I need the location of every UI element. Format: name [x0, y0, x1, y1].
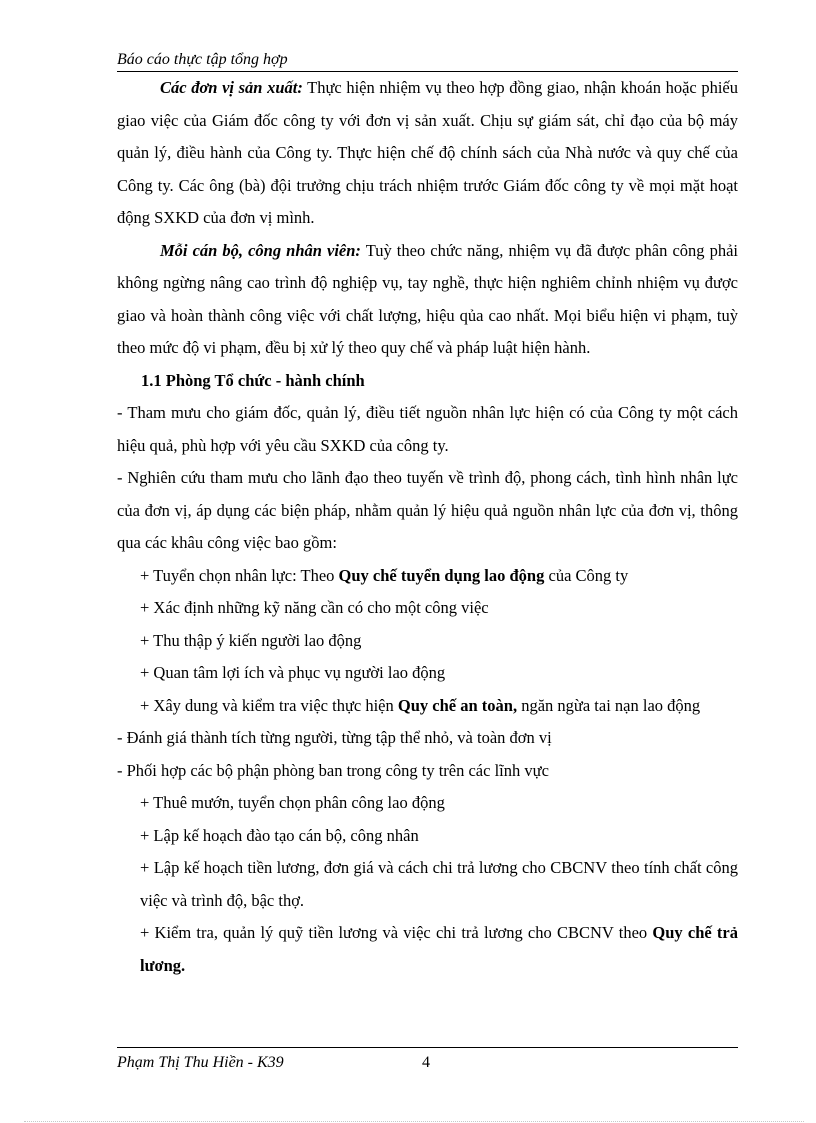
paragraph-lead: Mỗi cán bộ, công nhân viên: [160, 240, 361, 260]
paragraph-lead: Các đơn vị sản xuất: [160, 78, 303, 97]
plus-item: + Quan tâm lợi ích và phục vụ người lao động [140, 663, 446, 682]
plus-item: + Xây dung và kiểm tra việc thực hiện Quy chế an toàn, ngăn ngừa tai nạn lao động [140, 695, 701, 715]
plus-item: + Lập kế hoạch đào tạo cán bộ, công nhân [140, 825, 419, 845]
dash-item: - Đánh giá thành tích từng người, từng tập thể nhỏ, và toàn đơn vị [117, 728, 552, 747]
plus-item: + Kiểm tra, quản lý quỹ tiền lương và việc chi trả lương cho CBCNV theo Quy chế trả lương. [140, 923, 738, 975]
page-number: 4 [422, 1054, 430, 1071]
plus-item: + Thu thập ý kiến người lao động [140, 630, 362, 650]
footer-divider [117, 1047, 738, 1048]
document-body [117, 72, 738, 982]
paragraph-production-units [117, 72, 738, 235]
plus-item: + Tuyển chọn nhân lực: Theo Quy chế tuyển dụng lao động của Công ty [140, 565, 629, 585]
paragraph-staff [117, 235, 738, 365]
plus-item: + Xác định những kỹ năng cần có cho một công việc [140, 598, 489, 617]
running-header: Báo cáo thực tập tổng hợp [117, 50, 738, 72]
footer-author: Phạm Thị Thu Hiền - K39 [117, 1054, 284, 1071]
plus-item: + Lập kế hoạch tiền lương, đơn giá và cách chi trả lương cho CBCNV theo tính chất công việc và trình độ, bậc thợ. [140, 858, 738, 910]
dash-item: - Tham mưu cho giám đốc, quản lý, điều tiết nguồn nhân lực hiện có của Công ty một cách hiệu quả, phù hợp với yêu cầu SXKD của công ty. [117, 403, 738, 455]
dash-item: - Phối hợp các bộ phận phòng ban trong công ty trên các lĩnh vực [117, 760, 549, 780]
page-boundary [24, 1121, 804, 1122]
paragraph-text: Tuỳ theo chức năng, nhiệm vụ đã được phân công phải không ngừng nâng cao trình độ nghiệp vụ, tay nghề, thực hiện nghiêm chỉnh nhiệm vụ được giao và hoàn thành công việc với chất lượng, hiệu qủa cao nhất. Mọi biểu hiện vi phạm, tuỳ theo mức độ vi phạm, đều bị xử lý theo quy chế và pháp luật hiện hành. [117, 240, 739, 357]
plus-item: + Thuê mướn, tuyển chọn phân công lao động [140, 793, 445, 812]
section-heading: 1.1 Phòng Tổ chức - hành chính [141, 370, 365, 390]
paragraph-text: Thực hiện nhiệm vụ theo hợp đồng giao, nhận khoán hoặc phiếu giao việc của Giám đốc công ty với đơn vị sản xuất. Chịu sự giám sát, chỉ đạo của bộ máy quản lý, điều hành của Công ty. Thực hiện chế độ chính sách của Nhà nước và quy chế của Công ty. Các ông (bà) đội trưởng chịu trách nhiệm trước Giám đốc công ty về mọi mặt hoạt động SXKD của đơn vị mình. [117, 78, 738, 227]
dash-item: - Nghiên cứu tham mưu cho lãnh đạo theo tuyến về trình độ, phong cách, tình hình nhân lực của đơn vị, áp dụng các biện pháp, nhằm quản lý hiệu quả nguồn nhân lực của đơn vị, thông qua các khâu công việc bao gồm: [117, 468, 738, 552]
